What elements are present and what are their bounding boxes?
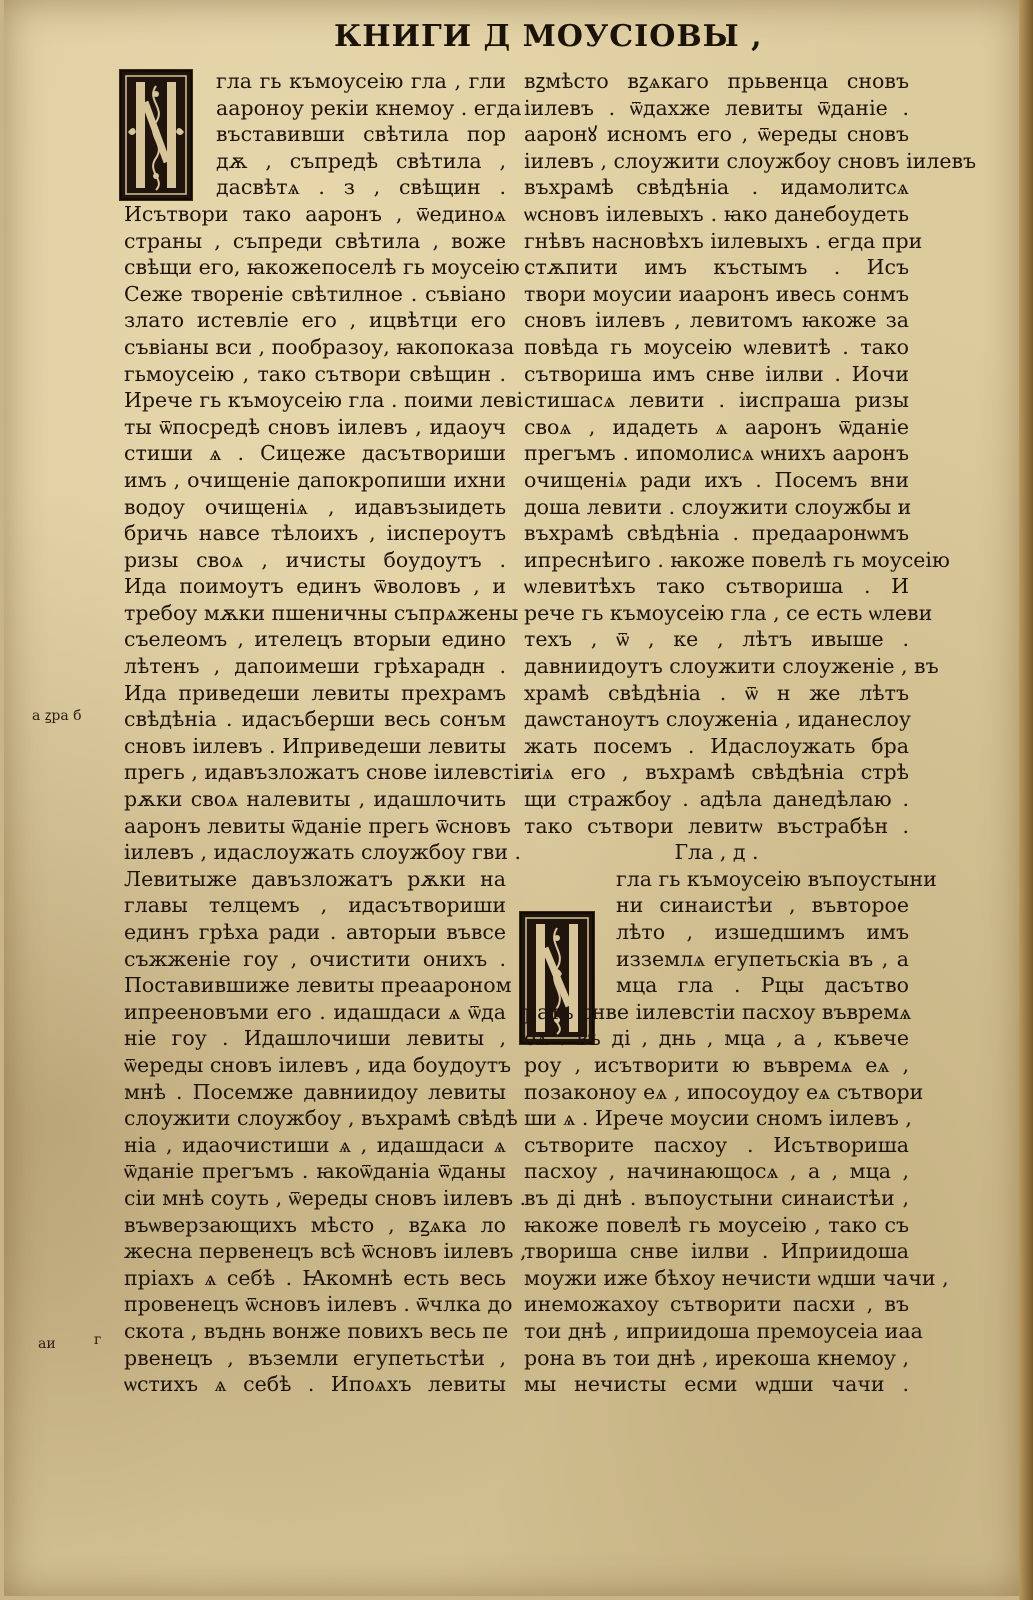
text-line: въхрамѣ свѣдѣнiа . предааронѡмъ bbox=[524, 521, 909, 546]
text-line: стѫпити имъ къстымъ . Исъ bbox=[524, 255, 909, 280]
text-line: сътворите пасхоу . Исътвориша bbox=[524, 1132, 909, 1157]
text-line: ѡстихъ ѧ себѣ . Ипоѧхъ левиты bbox=[124, 1372, 506, 1397]
text-column-right bbox=[524, 68, 977, 1398]
text-line: лѣто , изшедшимъ имъ bbox=[616, 920, 909, 944]
text-line: iилевъ . ѿдахже левиты ѿданiе . bbox=[524, 95, 909, 120]
text-line: рече гь къмоусеiю гла , се есть ѡлеви bbox=[524, 600, 933, 625]
text-line: сiи мнѣ соуть , ѿереды сновъ iилевъ . bbox=[124, 1185, 527, 1210]
margin-note: г bbox=[94, 1332, 102, 1348]
text-line: ѿереды сновъ iилевъ , ида боудоутъ bbox=[124, 1052, 512, 1077]
text-line: моужи иже бѣхоу нечисти ѡдши чачи , bbox=[524, 1265, 949, 1290]
text-line: гла гь къмоусеiю въпоустыни bbox=[616, 866, 937, 891]
text-line: щи стражбоу . адѣла данедѣлаю . bbox=[524, 787, 909, 812]
text-line: мы нечисты есми ѡдши чачи . bbox=[524, 1372, 909, 1397]
book-page bbox=[4, 0, 1022, 1596]
text-line: ааронъ левиты ѿданiе прегь ѿсновъ bbox=[124, 813, 511, 838]
text-line: храмѣ свѣдѣнiа . ѿ н же лѣтъ bbox=[524, 680, 909, 705]
text-line: ѿданiе прегъмъ . ꙗкоѿданiа ѿданы bbox=[124, 1159, 506, 1184]
text-line: ризы своѧ , ичисты боудоутъ . bbox=[124, 547, 506, 572]
text-line: изземлѧ егупетьскiа въ , а bbox=[616, 946, 909, 971]
text-line: аароноу рекiи кнемоу . егда bbox=[216, 95, 522, 120]
text-line: прегъмъ . ипомолисѧ ѡнихъ ааронъ bbox=[524, 441, 909, 466]
text-line: ꙗкоже повелѣ гь моусеiю , тако съ bbox=[524, 1212, 909, 1237]
text-line: вꙁмѣсто вꙁѧкаго прьвенца сновъ bbox=[524, 69, 909, 93]
text-line: нiе гоу . Идашлочиши левиты , bbox=[124, 1026, 506, 1051]
text-line: гла гь къмоусеiю гла , гли bbox=[216, 69, 506, 93]
text-line: въѡверзающихъ мѣсто , вꙁѧка ло bbox=[124, 1212, 506, 1237]
text-line: ааронꙋ исномъ его , ѿереды сновъ bbox=[524, 122, 909, 147]
text-line: тако сътвори левитѡ въстрабѣн . bbox=[524, 813, 909, 838]
text-column-left bbox=[124, 68, 534, 1398]
margin-note: а ꙁра б bbox=[32, 708, 82, 724]
text-line: ратъ снве iилевстiи пасхоу въвремѧ bbox=[524, 999, 912, 1024]
text-line: нiа , идаочистиши ѧ , идашдаси ѧ bbox=[124, 1132, 506, 1157]
text-line: сътвориша имъ снве iилви . Иочи bbox=[524, 361, 909, 386]
text-line: iилевъ , слоужити слоужбоу сновъ iилевъ bbox=[524, 148, 977, 173]
chapter-heading: Гла , д . bbox=[674, 840, 759, 865]
text-line: ѡсновъ iилевыхъ . ꙗко данебоудеть bbox=[524, 201, 909, 226]
text-line: прегь , идавъзложатъ снове iилевстiи bbox=[124, 760, 534, 785]
text-line: пасхоу , начинающосѧ , а , мца , bbox=[524, 1159, 909, 1184]
text-line: ни синаистѣи , въвторое bbox=[616, 893, 909, 918]
text-line: твори моусии иааронъ ивесь сонмъ bbox=[524, 281, 909, 306]
text-line: ипрееновъми его . идашдаси ѧ ѿда bbox=[124, 999, 506, 1024]
text-line: позаконоу еѧ , ипосоудоу еѧ сътвори bbox=[524, 1079, 924, 1104]
text-line: дѫ , съпредѣ свѣтила , bbox=[216, 148, 506, 173]
text-line: мнѣ . Посемже давниидоу левиты bbox=[124, 1079, 506, 1104]
text-line: съвiаны вси , пообразоу, ꙗкопоказа bbox=[124, 334, 515, 359]
text-line: дасвѣтѧ . з , свѣщин . bbox=[216, 175, 506, 200]
text-line: провенецъ ѿсновъ iилевъ . ѿчлка до bbox=[124, 1292, 513, 1317]
text-line: единъ грѣха ради . авторыи въвсе bbox=[124, 920, 506, 944]
text-line: ши ѧ . Ирече моусии сномъ iилевъ , bbox=[524, 1106, 912, 1131]
text-line: еѧ . въ дi , днь , мца , а , къвече bbox=[524, 1026, 909, 1051]
text-line: рѫки своѧ налевиты , идашлочить bbox=[124, 787, 506, 812]
text-line: въхрамѣ свѣдѣнiа . идамолитсѧ bbox=[524, 175, 909, 200]
text-line: сновъ iилевъ , левитомъ ꙗкоже за bbox=[524, 308, 909, 333]
text-line: скота , въднь вонже повихъ весь пе bbox=[124, 1318, 509, 1343]
text-line: техъ , ѿ , ке , лѣтъ ивыше . bbox=[524, 627, 909, 652]
text-line: свѣщи его, ꙗкожепоселѣ гь моусеiю . bbox=[124, 255, 533, 280]
text-line: даѡстаноутъ слоуженiа , иданеслоу bbox=[524, 707, 911, 732]
text-line: слоужити слоужбоу , въхрамѣ свѣдѣ bbox=[124, 1106, 518, 1131]
text-line: сновъ iилевъ . Иприведеши левиты bbox=[124, 733, 507, 758]
text-line: свѣдѣнiа . идасъберши весь сонъм bbox=[124, 707, 506, 732]
text-line: Левитыже давъзложатъ рѫки на bbox=[124, 866, 506, 891]
text-line: ты ѿпосредѣ сновъ iилевъ , идаоуч bbox=[124, 414, 506, 439]
text-line: своѧ , идадеть ѧ ааронъ ѿданiе bbox=[524, 414, 909, 439]
text-line: стишасѧ левити . iиспраша ризы bbox=[524, 388, 909, 413]
text-line: iилевъ , идаслоужать слоужбоу гви . bbox=[124, 840, 522, 865]
text-line: бричь навсе тѣлоихъ , iисперoутъ bbox=[124, 521, 506, 546]
text-line: роу , исътворити ю въвремѧ еѧ , bbox=[524, 1052, 909, 1077]
text-line: рона въ тои днѣ , ирекоша кнемоу , bbox=[524, 1345, 909, 1370]
text-line: Поставившиже левиты преаароном bbox=[124, 973, 512, 998]
text-line: жесна первенецъ всѣ ѿсновъ iилевъ , bbox=[124, 1239, 527, 1264]
text-line: злато истевлiе его , ицвѣтци его bbox=[124, 308, 506, 333]
text-line: главы телцемъ , идасътвориши bbox=[124, 893, 506, 918]
text-line: съжженiе гоу , очистити ониxъ . bbox=[124, 946, 506, 971]
text-line: стиши ѧ . Сицеже дасътвориши bbox=[124, 441, 506, 466]
text-line: требоу мѫки пшеничны съпрѧжены bbox=[124, 600, 519, 625]
text-line: доша левити . слоужити слоужбы и bbox=[524, 494, 912, 519]
text-line: давниидоутъ слоужити слоуженiе , въ bbox=[524, 654, 939, 679]
text-line: ѡлевитѣхъ тако сътвориша . И bbox=[524, 574, 909, 599]
text-line: рвенецъ , въземли егупетьстѣи , bbox=[124, 1345, 506, 1370]
text-line: имъ , очищенiе дапокропиши ихни bbox=[124, 467, 506, 492]
text-line: мца гла . Рцы дасътво bbox=[616, 973, 909, 998]
text-line: тiѧ его , въхрамѣ свѣдѣнiа стрѣ bbox=[524, 760, 909, 785]
text-line: жать посемъ . Идаслоужать бра bbox=[524, 733, 909, 758]
text-line: водоу очищенiѧ , идавъзыидеть bbox=[124, 494, 506, 519]
text-line: страны , съпреди свѣтила , воже bbox=[124, 228, 506, 253]
text-line: съелеомъ , ителецъ вторыи едино bbox=[124, 627, 506, 652]
text-line: Ида поимоутъ единъ ѿволовъ , и bbox=[124, 574, 506, 599]
margin-note: аи bbox=[38, 1336, 56, 1352]
text-line: Исътвори тако ааронъ , ѿединоѧ bbox=[124, 201, 506, 226]
page-edge bbox=[1019, 0, 1033, 1600]
running-title: КНИГИ Д МОУСIОВЫ , bbox=[334, 19, 763, 54]
text-line: твориша снве iилви . Иприидоша bbox=[524, 1239, 909, 1264]
text-line: прiахъ ѧ себѣ . Ꙗкомнѣ есть весь bbox=[124, 1265, 506, 1290]
text-line: ипреснѣиго . ꙗкоже повелѣ гь моусеiю bbox=[524, 547, 950, 572]
text-line: инеможахоу сътворити пасхи , въ bbox=[524, 1292, 909, 1317]
text-line: Сеже творенiе свѣтилное . съвiано bbox=[124, 281, 506, 306]
text-line: Ида приведеши левиты прехрамъ bbox=[124, 680, 506, 705]
text-line: въ дi днѣ . въпоустыни синаистѣи , bbox=[524, 1185, 909, 1210]
text-line: Ирече гь къмоусеiю гла . поими леві bbox=[124, 388, 524, 413]
text-line: тои днѣ , иприидоша премоусеiа иаа bbox=[524, 1318, 923, 1343]
text-line: повѣда гь моусеiю ѡлевитѣ . тако bbox=[524, 334, 909, 359]
text-line: въставивши свѣтила пор bbox=[216, 122, 506, 147]
text-line: гьмоусеiю , тако сътвори свѣщин . bbox=[124, 361, 506, 386]
text-line: очищенiѧ ради ихъ . Посемъ вни bbox=[524, 467, 909, 492]
text-line: гнѣвъ насновѣхъ iилевыхъ . егда при bbox=[524, 228, 923, 253]
text-line: лѣтенъ , дапоимеши грѣхарадн . bbox=[124, 654, 506, 679]
